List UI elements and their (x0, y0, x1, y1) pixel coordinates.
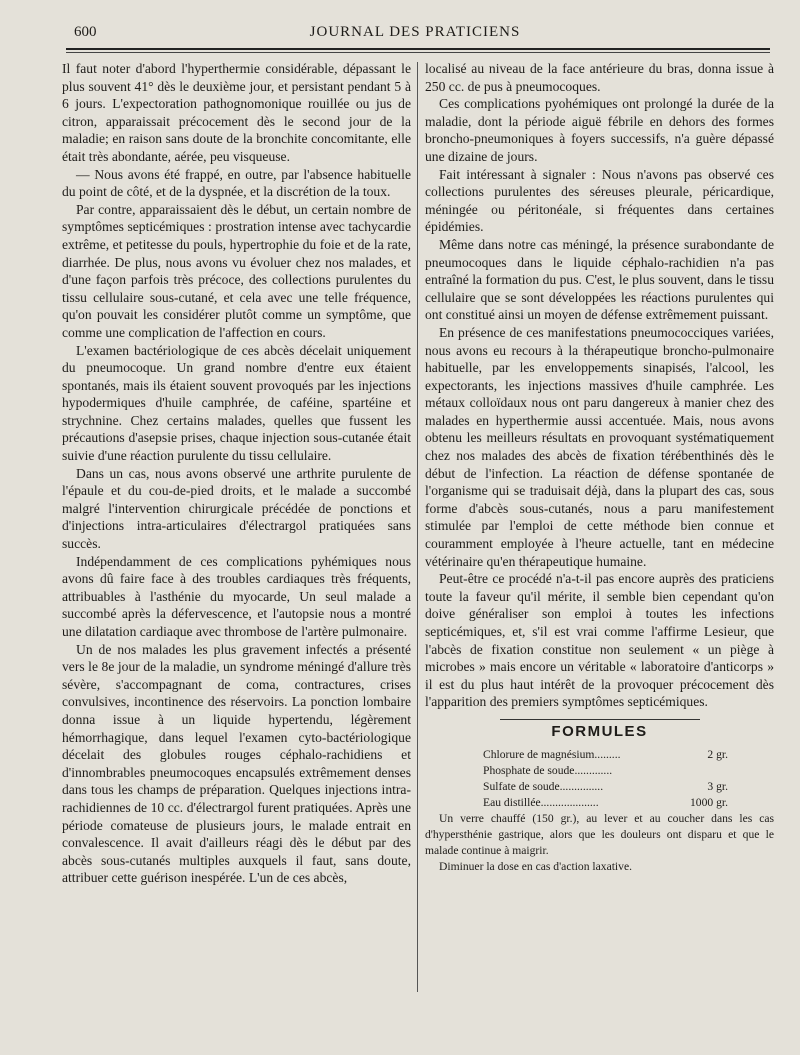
formula-row (425, 747, 774, 763)
paragraph: Un de nos malades les plus gravement infectés a présenté vers le 8e jour de la maladie, un syndrome méningé d'allure très sévère, s'accompagnant de coma, contractures, crises convulsives, incontinence des réservoirs. La ponction lombaire donna issue à un liquide hypertendu, légèrement hémorrhagique, dans lequel l'examen cyto-bactériologique décelait des globules rouges céphalo-rachidiens et d'innombrables pneumocoques encapsulés extrêmement denses dans tous les champs de préparation. Quelques injections intra-rachidiennes de 10 cc. d'électrargol furent pratiquées. Après une période comateuse de plusieurs jours, le malade entrait en convalescence. Il avait d'ailleurs réagi dès le début par des abcès sous-cutanés multiples auxquels il faut, sans doute, attribuer cette guérison inespérée. L'un de ces abcès, (62, 641, 411, 886)
paragraph: Fait intéressant à signaler : Nous n'avons pas observé ces collections purulentes des séreuses pleurale, péricardique, méningée ou péritonéale, si fréquentes dans certaines épidémies. (425, 166, 774, 235)
formula-row (425, 779, 774, 795)
header-rule-thin (66, 52, 770, 53)
paragraph: L'examen bactériologique de ces abcès décelait uniquement du pneumocoque. Un grand nombre d'entre eux étaient spontanés, mais ils étaient souvent provoqués par les injections hypodermiques d'huile camphrée, de caféine, spartéine et strychnine. Chez certains malades, quelles que fussent les précautions d'asepsie prises, chaque injection sous-cutanée était suivie d'une réaction purulente du tissu cellulaire. (62, 342, 411, 464)
formula-row (425, 795, 774, 811)
paragraph: Dans un cas, nous avons observé une arthrite purulente de l'épaule et du cou-de-pied droits, et le malade a succombé malgré l'intervention chirurgicale précédée de ponctions et d'injections intra-articulaires d'électrargol pratiquées sans succès. (62, 465, 411, 552)
paragraph: En présence de ces manifestations pneumococciques variées, nous avons eu recours à la thérapeutique broncho-pulmonaire habituelle, par les enveloppements sinapisés, l'alcool, les expectorants, les injections massives d'huile camphrée. Les métaux colloïdaux nous ont paru dangereux à manier chez des malades en hyperthermie aussi accentuée. Mais, nous avons obtenu les meilleurs résultats en provoquant systématiquement chez nos malades des abcès de fixation térébenthinés dès le début de l'infection. La réaction de défense spontanée de l'organisme qui se traduisait déjà, dans la plupart des cas, sous forme d'abcès sous-cutanés, nous a paru manifestement stimulée par l'emploi de cette méthode bien connue et couramment employée à l'heure actuelle, tant en médecine vétérinaire qu'en thérapeutique humaine. (425, 324, 774, 569)
paragraph: Indépendamment de ces complications pyhémiques nous avons dû faire face à des troubles cardiaques très fréquents, attribuables à l'asthénie du myocarde, Un seul malade a succombé après la défervescence, et l'autopsie nous a montré une dilatation cardiaque avec thrombose de l'artère pulmonaire. (62, 553, 411, 639)
formula-qty: 1000 gr. (689, 795, 728, 809)
journal-title: JOURNAL DES PRATICIENS (309, 24, 521, 40)
formula-qty: 3 gr. (707, 779, 728, 793)
column-divider (417, 62, 418, 992)
paragraph: Il faut noter d'abord l'hyperthermie considérable, dépassant le plus souvent 41° dès le deuxième jour, et persistant pendant 5 à 6 jours. L'expectoration pathognomonique rouillée ou jus de citron, apparaissait précocement dès le second jour de la maladie; en raison sans doute de la bronchite concomitante, elle était très abondante, aérée, peu visqueuse. (62, 61, 411, 164)
paragraph: Ces complications pyohémiques ont prolongé la durée de la maladie, dont la période aiguë fébrile en dehors des formes broncho-pneumoniques à foyers successifs, n'a guère dépassé une dizaine de jours. (425, 96, 774, 164)
right-column (425, 60, 774, 875)
formula-item: Sulfate de soude............... (483, 779, 604, 793)
formula-row (425, 763, 774, 779)
left-column (62, 60, 411, 887)
formula-item: Phosphate de soude............. (483, 763, 613, 777)
paragraph: Même dans notre cas méningé, la présence surabondante de pneumocoques dans le liquide céphalo-rachidien n'a pas entraîné la formation du pus. C'est, le plus souvent, dans le tissu cellulaire que se sont développées les réactions purulentes qui ont constitué ainsi un moyen de défense extrêmement puissant. (425, 236, 774, 323)
formules-heading: FORMULES (500, 719, 700, 741)
header-rule (66, 48, 770, 50)
formula-note: Diminuer la dose en cas d'action laxative. (439, 859, 632, 873)
formula-item: Chlorure de magnésium......... (483, 747, 621, 761)
paragraph: Par contre, apparaissaient dès le début, un certain nombre de symptômes septicémiques : prostration intense avec tachycardie extrême, et petitesse du pouls, hypertrophie du foie et de la rate, diarrhée. De plus, nous avons vu évoluer chez nos malades, et d'une façon parfois très précoce, des collections purulentes du tissu cellulaire sous-cutané, et cela avec une telle fréquence, qu'on pouvait les considérer plutôt comme un symptôme, que comme une complication de l'affection en cours. (62, 201, 411, 340)
formula-note: Un verre chauffé (150 gr.), au lever et au coucher dans les cas d'hypersthénie gastrique, alors que les douleurs ont disparu et que le malade continue à maigrir. (425, 811, 774, 857)
paragraph: localisé au niveau de la face antérieure du bras, donna issue à 250 cc. de pus à pneumocoques. (425, 61, 774, 94)
page-number: 600 (74, 24, 97, 40)
formula-item: Eau distillée.................... (483, 795, 599, 809)
page-header (60, 22, 770, 48)
paragraph: — Nous avons été frappé, en outre, par l'absence habituelle du point de côté, et de la dyspnée, et la discrétion de la toux. (62, 166, 411, 200)
paragraph: Peut-être ce procédé n'a-t-il pas encore auprès des praticiens toute la faveur qu'il mérite, il semble bien cependant qu'on doive généraliser son emploi à toutes les infections septicémiques, et, s'il est vrai comme l'affirme Lesieur, que l'abcès de fixation constitue non seulement « un piège à microbes » mais encore un véritable « laboratoire d'anticorps » il est du plus haut intérêt de la provoquer précocement dès l'apparition des premiers symptômes septicémiques. (425, 571, 774, 710)
formula-qty: 2 gr. (707, 747, 728, 761)
